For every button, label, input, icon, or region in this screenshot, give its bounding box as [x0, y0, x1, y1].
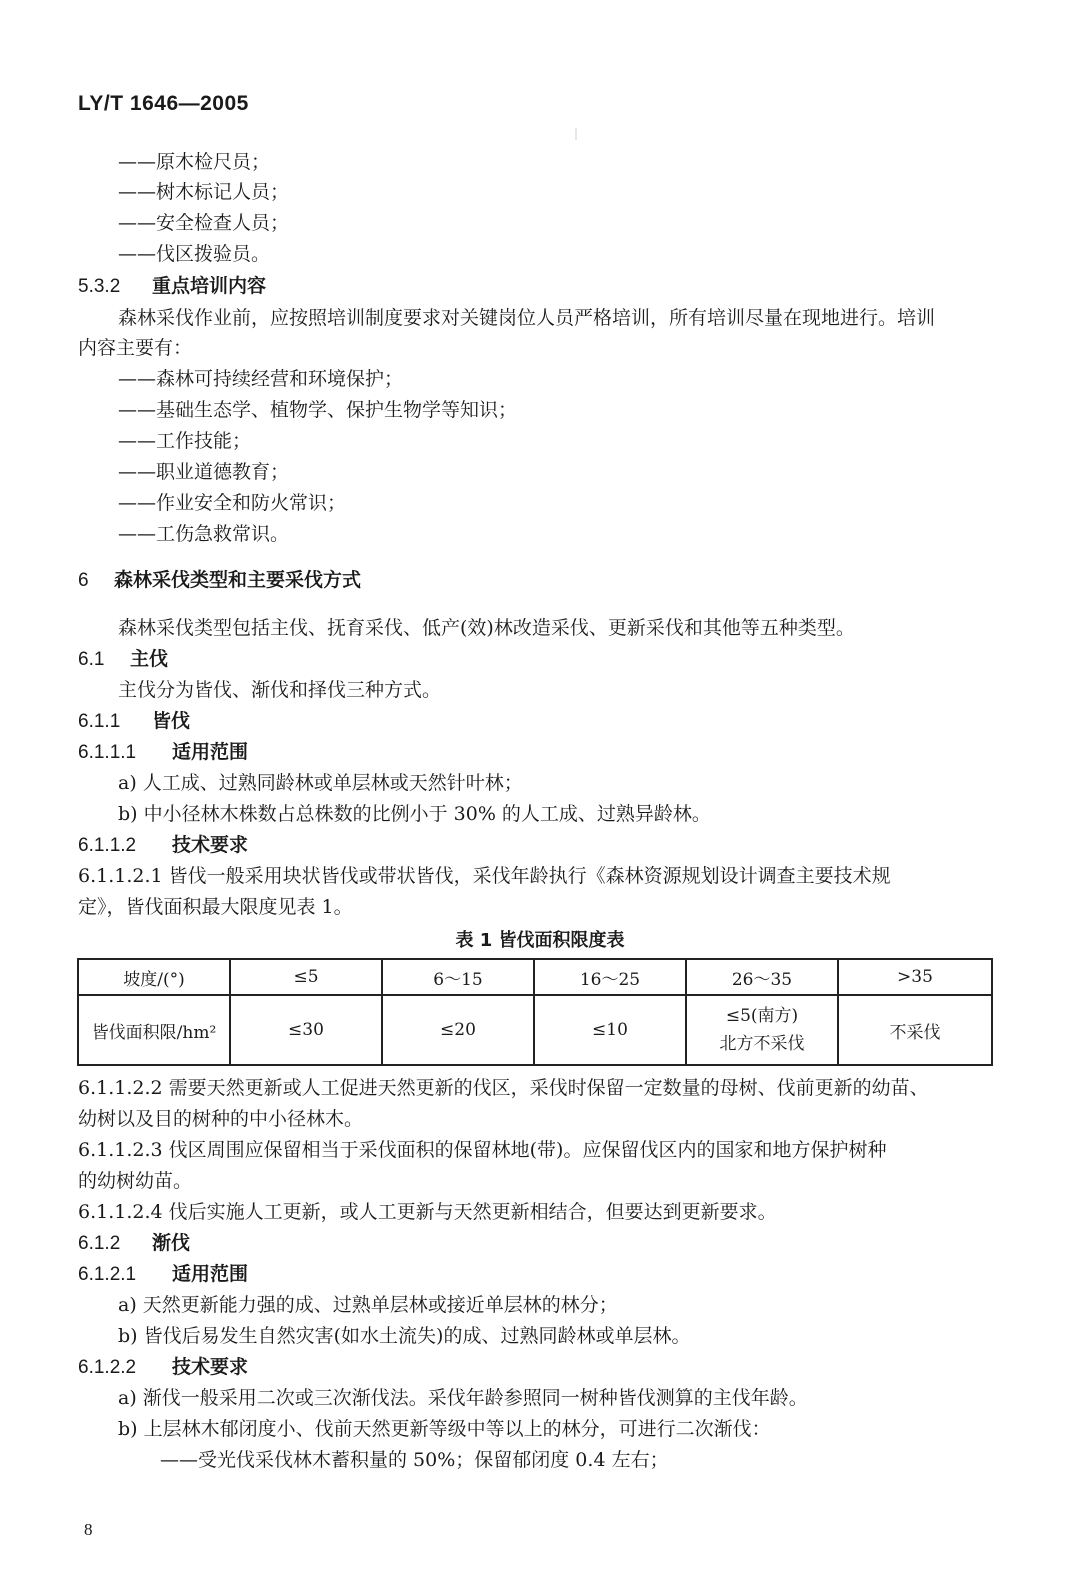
text-line [118, 489, 346, 517]
text-line [78, 1167, 192, 1195]
text-line [118, 365, 403, 393]
table-cell: ≤5 [230, 959, 382, 995]
section-heading [78, 831, 248, 860]
line-text: b) 皆伐后易发生自然灾害(如水土流失)的成、过熟同龄林或单层林。 [118, 1325, 691, 1347]
table-cell: ≤20 [382, 995, 534, 1065]
section-number: 6.1.1.1 [78, 742, 137, 763]
section-number: 6 [78, 570, 89, 591]
line-text: 6.1.1.2.2 需要天然更新或人工促进天然更新的伐区，采伐时保留一定数量的母树、伐前更新的幼苗、 [78, 1077, 929, 1099]
section-number: 6.1.2 [78, 1233, 121, 1254]
scan-mark [575, 128, 577, 140]
line-text: ——职业道德教育； [118, 461, 290, 483]
text-line [78, 862, 891, 890]
text-line [118, 396, 517, 424]
line-text: 6.1.1.2.3 伐区周围应保留相当于采伐面积的保留林地(带)。应保留伐区内的国家和地方保护树种 [78, 1139, 887, 1161]
line-text: ——伐区拨验员。 [118, 243, 271, 265]
text-line [118, 148, 270, 176]
section-heading [78, 1260, 248, 1289]
line-text: 森林采伐作业前，应按照培训制度要求对关键岗位人员严格培训，所有培训尽量在现地进行。培训 [118, 307, 936, 329]
line-text: ——受光伐采伐林木蓄积量的 50%；保留郁闭度 0.4 左右； [160, 1449, 669, 1471]
line-text: 内容主要有： [78, 337, 193, 359]
line-text: ——树木标记人员； [118, 181, 290, 203]
table-cell: ≤10 [534, 995, 686, 1065]
table-cell: ≤5(南方) 北方不采伐 [686, 995, 838, 1065]
text-line [78, 1074, 929, 1102]
section-number: 6.1.2.1 [78, 1264, 137, 1285]
section-heading [78, 272, 266, 301]
line-text: 渐伐 [152, 1232, 191, 1254]
line-text: 定》，皆伐面积最大限度见表 1。 [78, 896, 353, 918]
line-text: a) 人工成、过熟同龄林或单层林或天然针叶林； [118, 772, 523, 794]
text-line [118, 1415, 771, 1443]
section-heading [78, 645, 168, 674]
section-heading [78, 566, 361, 595]
text-line [118, 209, 289, 237]
line-text: 适用范围 [172, 741, 249, 763]
line-text: 幼树以及目的树种的中小径林木。 [78, 1108, 364, 1130]
line-text: ——安全检查人员； [118, 212, 290, 234]
table-cell: >35 [838, 959, 992, 995]
section-number: 6.1.1 [78, 711, 121, 732]
text-line [118, 614, 855, 642]
section-number: 6.1.1.2 [78, 835, 137, 856]
line-text: ——工伤急救常识。 [118, 523, 290, 545]
table-cell: 26～35 [686, 959, 838, 995]
line-text: ——作业安全和防火常识； [118, 492, 347, 514]
text-line [118, 427, 251, 455]
table-cell: 不采伐 [838, 995, 992, 1065]
line-text: ——基础生态学、植物学、保护生物学等知识； [118, 399, 518, 421]
text-line [78, 334, 192, 362]
line-text: b) 上层林木郁闭度小、伐前天然更新等级中等以上的林分，可进行二次渐伐： [118, 1418, 771, 1440]
line-text: 主伐 [130, 648, 169, 670]
text-line [118, 769, 523, 797]
standard-code: LY/T 1646—2005 [78, 92, 249, 115]
line-text: 皆伐 [152, 710, 191, 732]
table-row [78, 959, 992, 995]
clearcut-area-limit-table [77, 958, 993, 1066]
text-line [118, 178, 289, 206]
text-line [118, 676, 441, 704]
table-cell: 16～25 [534, 959, 686, 995]
section-heading [78, 1353, 248, 1382]
table-cell: ≤30 [230, 995, 382, 1065]
section-heading [78, 738, 248, 767]
text-line [118, 520, 289, 548]
text-line [118, 1291, 618, 1319]
page-number: 8 [84, 1520, 93, 1539]
line-text: b) 中小径林木株数占总株数的比例小于 30% 的人工成、过熟异龄林。 [118, 803, 711, 825]
text-line [118, 1384, 808, 1412]
line-text: 6.1.1.2.4 伐后实施人工更新，或人工更新与天然更新相结合，但要达到更新要求。 [78, 1201, 777, 1223]
line-text: a) 渐伐一般采用二次或三次渐伐法。采伐年龄参照同一树种皆伐测算的主伐年龄。 [118, 1387, 808, 1409]
text-line [118, 458, 289, 486]
text-line [160, 1446, 669, 1474]
table-cell: 坡度/(°) [78, 959, 230, 995]
line-text: ——森林可持续经营和环境保护； [118, 368, 404, 390]
line-text: 的幼树幼苗。 [78, 1170, 193, 1192]
line-text: 技术要求 [172, 1356, 249, 1378]
section-heading [78, 707, 190, 736]
text-line [78, 1198, 777, 1226]
text-line [118, 304, 935, 332]
section-number: 6.1 [78, 649, 105, 670]
line-text: 技术要求 [172, 834, 249, 856]
section-heading [78, 1229, 190, 1258]
line-text: 主伐分为皆伐、渐伐和择伐三种方式。 [118, 679, 442, 701]
text-line [118, 240, 270, 268]
table-cell: 皆伐面积限/hm² [78, 995, 230, 1065]
line-text: 森林采伐类型和主要采伐方式 [114, 569, 362, 591]
text-line [78, 1105, 363, 1133]
text-line [118, 800, 711, 828]
line-text: a) 天然更新能力强的成、过熟单层林或接近单层林的林分； [118, 1294, 618, 1316]
text-line [118, 1322, 690, 1350]
section-number: 5.3.2 [78, 276, 121, 297]
line-text: 适用范围 [172, 1263, 249, 1285]
line-text: 森林采伐类型包括主伐、抚育采伐、低产(效)林改造采伐、更新采伐和其他等五种类型。 [118, 617, 855, 639]
table-title: 表 1 皆伐面积限度表 [455, 930, 625, 951]
table-row [78, 995, 992, 1065]
line-text: ——工作技能； [118, 430, 252, 452]
section-number: 6.1.2.2 [78, 1357, 137, 1378]
line-text: 6.1.1.2.1 皆伐一般采用块状皆伐或带状皆伐，采伐年龄执行《森林资源规划设计调查主要技术规 [78, 865, 891, 887]
text-line [78, 893, 353, 921]
line-text: 重点培训内容 [152, 275, 267, 297]
line-text: ——原木检尺员； [118, 151, 271, 173]
text-line [78, 1136, 886, 1164]
table-cell: 6～15 [382, 959, 534, 995]
